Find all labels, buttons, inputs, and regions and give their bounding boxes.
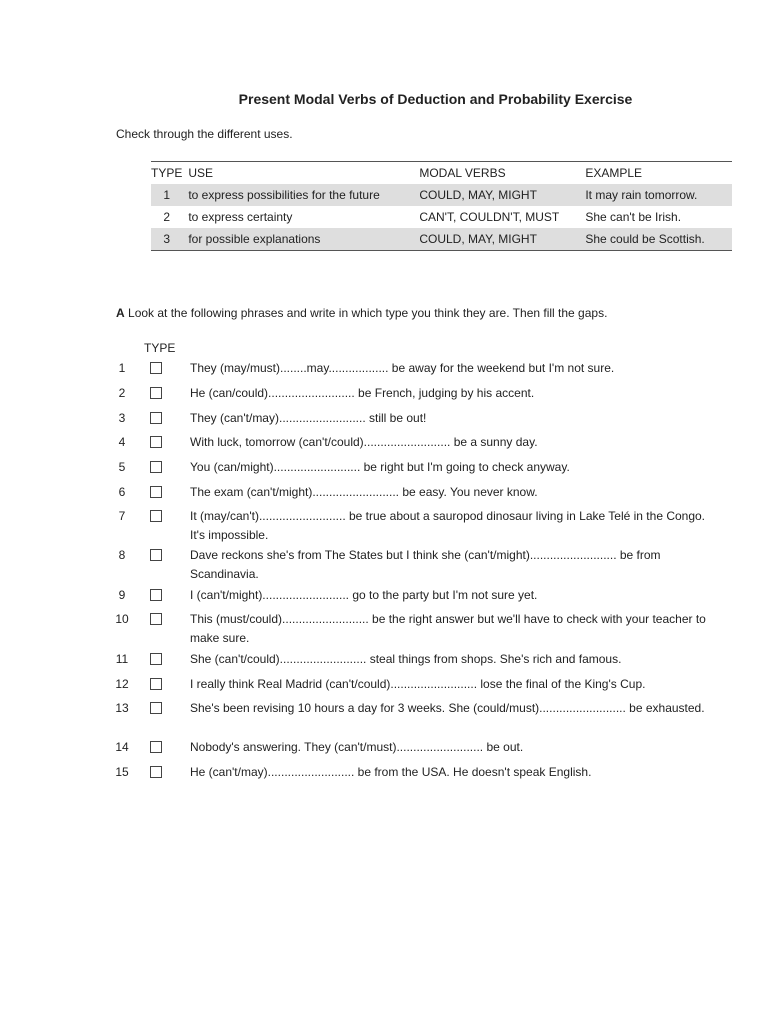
header-type: TYPE xyxy=(151,166,183,180)
type-answer-box[interactable] xyxy=(150,653,162,665)
item-text: With luck, tomorrow (can't/could).......................... be a sunny day. xyxy=(190,435,538,449)
table-row xyxy=(151,184,732,206)
cell-example: It may rain tomorrow. xyxy=(579,184,732,206)
intro-text: Check through the different uses. xyxy=(116,127,293,141)
item-number: 10 xyxy=(115,612,129,626)
header-use: USE xyxy=(188,166,214,180)
item-number: 6 xyxy=(118,485,126,499)
item-number: 1 xyxy=(118,361,126,375)
item-text: You (can/might).......................... be right but I'm going to check anyway. xyxy=(190,460,570,474)
item-text: I really think Real Madrid (can't/could).......................... lose the final of the King's Cup. xyxy=(190,677,646,691)
item-text: He (can't/may).......................... be from the USA. He doesn't speak English. xyxy=(190,765,592,779)
cell-example: She can't be Irish. xyxy=(585,210,682,224)
type-answer-box[interactable] xyxy=(150,549,162,561)
item-number: 12 xyxy=(115,677,129,691)
item-text: Dave reckons she's from The States but I think she (can't/might).......................... be from Scandinavia. xyxy=(190,548,661,581)
item-number: 13 xyxy=(115,701,129,715)
cell-modal-verbs: COULD, MAY, MIGHT xyxy=(413,228,579,251)
item-text: I (can't/might).......................... go to the party but I'm not sure yet. xyxy=(190,588,538,602)
cell-type: 2 xyxy=(163,210,171,224)
type-answer-box[interactable] xyxy=(150,436,162,448)
header-example: EXAMPLE xyxy=(585,166,643,180)
item-number: 11 xyxy=(115,652,129,666)
type-answer-box[interactable] xyxy=(150,613,162,625)
cell-example: She could be Scottish. xyxy=(579,228,732,251)
type-answer-box[interactable] xyxy=(150,589,162,601)
instruction-text: Look at the following phrases and write in which type you think they are. Then fill the gaps. xyxy=(128,306,608,320)
item-text: This (must/could).......................... be the right answer but we'll have to check with your teacher to make sure. xyxy=(190,612,706,645)
item-number: 8 xyxy=(118,548,126,562)
cell-modal-verbs: COULD, MAY, MIGHT xyxy=(413,184,579,206)
type-answer-box[interactable] xyxy=(150,766,162,778)
type-answer-box[interactable] xyxy=(150,741,162,753)
type-answer-box[interactable] xyxy=(150,412,162,424)
type-answer-box[interactable] xyxy=(150,510,162,522)
type-answer-box[interactable] xyxy=(150,678,162,690)
item-text: They (can't/may).......................... still be out! xyxy=(190,411,427,425)
cell-use: to express possibilities for the future xyxy=(182,184,413,206)
item-text: He (can/could).......................... be French, judging by his accent. xyxy=(190,386,535,400)
item-number: 5 xyxy=(118,460,126,474)
type-answer-box[interactable] xyxy=(150,461,162,473)
item-text: They (may/must)........may.................. be away for the weekend but I'm not sure. xyxy=(190,361,615,375)
type-answer-box[interactable] xyxy=(150,486,162,498)
item-text: She's been revising 10 hours a day for 3 weeks. She (could/must).......................... be exhausted. xyxy=(190,701,705,715)
item-number: 9 xyxy=(118,588,126,602)
cell-type: 1 xyxy=(151,184,182,206)
uses-table xyxy=(151,161,732,251)
header-modal-verbs: MODAL VERBS xyxy=(419,166,506,180)
item-text: It (may/can't).......................... be true about a sauropod dinosaur living in Lake Telé in the Congo. It's impossible. xyxy=(190,509,706,542)
item-text: The exam (can't/might).......................... be easy. You never know. xyxy=(190,485,538,499)
cell-modal-verbs: CAN'T, COULDN'T, MUST xyxy=(419,210,560,224)
cell-type: 3 xyxy=(151,228,182,251)
item-number: 4 xyxy=(118,435,126,449)
item-number: 2 xyxy=(118,386,126,400)
type-answer-box[interactable] xyxy=(150,362,162,374)
item-number: 15 xyxy=(115,765,129,779)
type-answer-box[interactable] xyxy=(150,702,162,714)
cell-use: for possible explanations xyxy=(182,228,413,251)
table-row xyxy=(151,228,732,251)
section-letter: A xyxy=(116,306,125,320)
type-column-header: TYPE xyxy=(144,341,176,355)
item-number: 3 xyxy=(118,411,126,425)
page-title: Present Modal Verbs of Deduction and Probability Exercise xyxy=(238,91,633,107)
table-row xyxy=(151,206,732,228)
item-number: 7 xyxy=(118,509,126,523)
table-header-row xyxy=(151,162,732,185)
item-text: She (can't/could).......................... steal things from shops. She's rich and famous. xyxy=(190,652,622,666)
item-number: 14 xyxy=(115,740,129,754)
type-answer-box[interactable] xyxy=(150,387,162,399)
item-text: Nobody's answering. They (can't/must).......................... be out. xyxy=(190,740,524,754)
cell-use: to express certainty xyxy=(188,210,293,224)
section-instruction xyxy=(116,306,607,320)
